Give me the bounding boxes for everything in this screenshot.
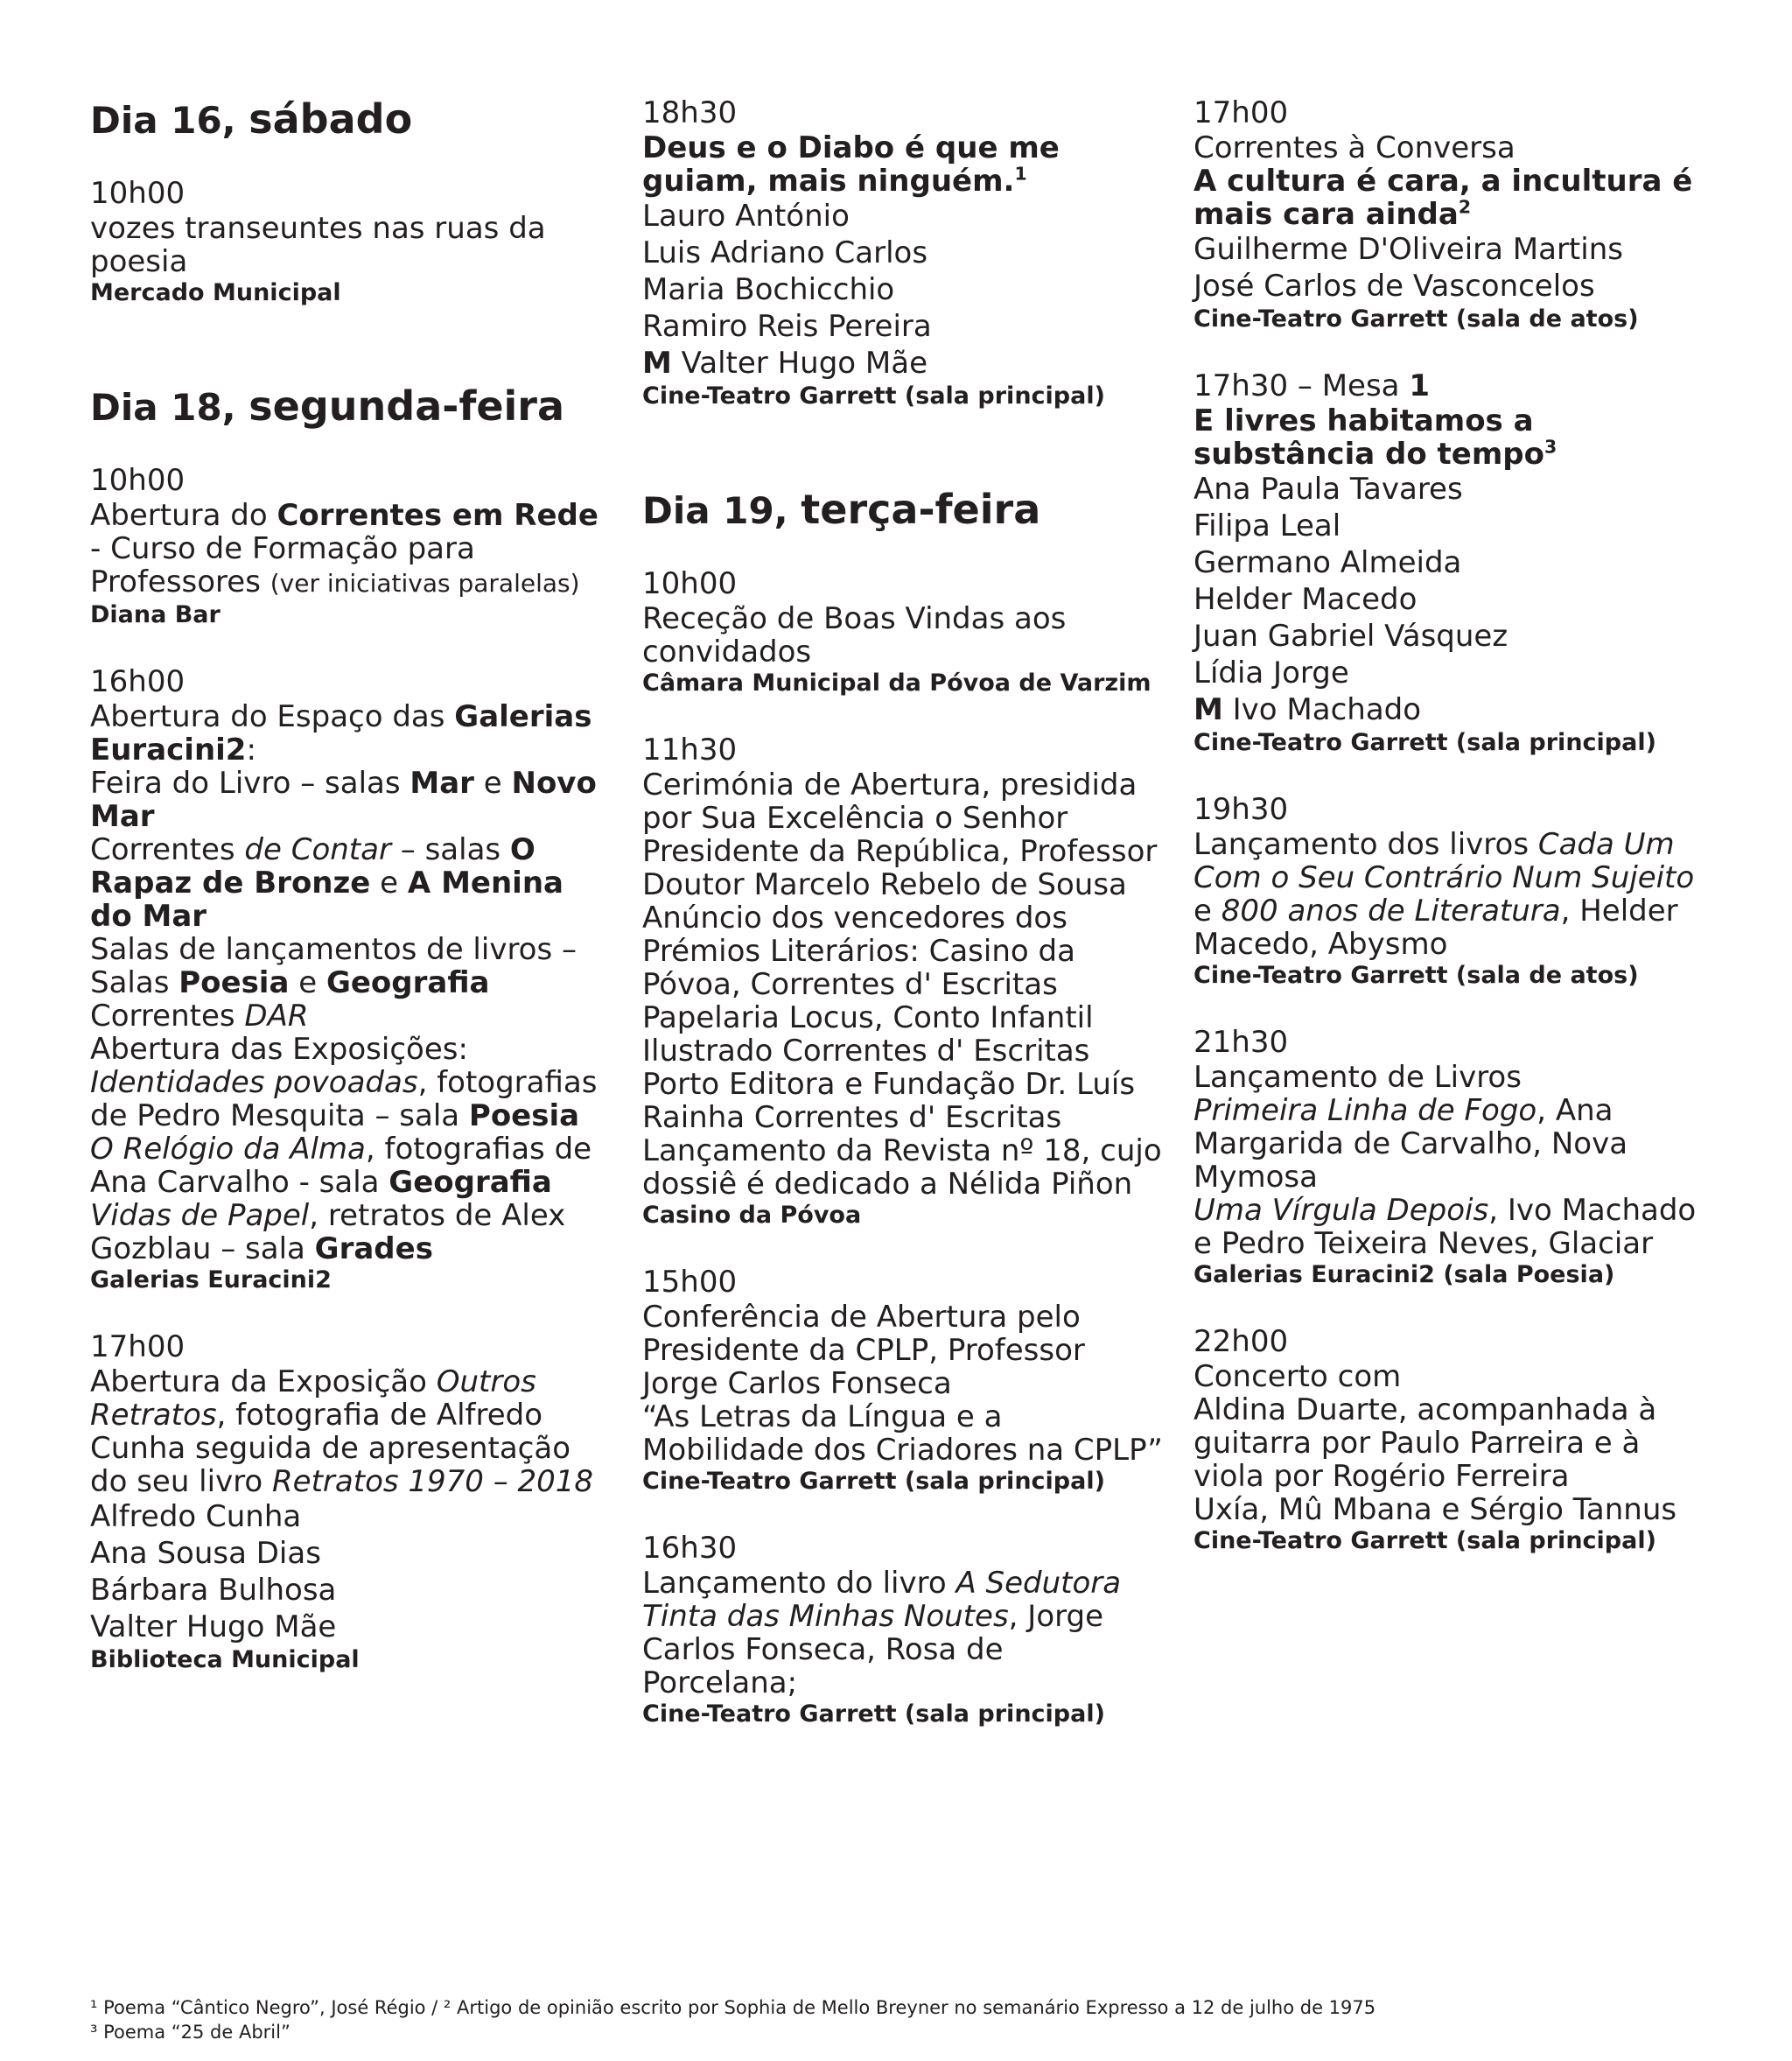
event-description	[642, 901, 1167, 1134]
event-time-text: 22h00	[1194, 1324, 1289, 1359]
text: Abertura da Exposição	[90, 1364, 437, 1399]
text: Receção de Boas Vindas aos convidados	[642, 601, 1067, 669]
event-venue: Cine-Teatro Garrett (sala principal)	[642, 1468, 1105, 1495]
italic-title: DAR	[244, 999, 309, 1034]
text: Cerimónia de Abertura, presidida por Sua Excelência o Senhor Presidente da República, Professor Doutor Marcelo Rebelo de Sousa	[642, 768, 1158, 902]
event-venue: Cine-Teatro Garrett (sala principal)	[642, 382, 1105, 410]
event-time	[1194, 1024, 1718, 1061]
bold-text: Poesia	[468, 1098, 580, 1133]
event-description	[90, 1199, 615, 1265]
participant-name: Ana Sousa Dias	[90, 1536, 321, 1571]
day-heading	[642, 485, 1167, 536]
text: Correntes	[90, 999, 245, 1034]
participant-name: Lauro António	[642, 199, 850, 234]
text: Salas de lançamentos de livros – Salas	[90, 932, 578, 1000]
event-venue: Câmara Municipal da Póvoa de Varzim	[642, 669, 1152, 697]
event-venue: Cine-Teatro Garrett (sala principal)	[1194, 1527, 1656, 1554]
text: , Ivo Machado e Pedro Teixeira Neves, Glaciar	[1194, 1193, 1697, 1261]
text: Correntes à Conversa	[1194, 130, 1516, 165]
italic-title: A Sedutora Tinta das Minhas Noutes	[642, 1566, 1122, 1634]
event-time	[90, 175, 615, 212]
bold-text: Galerias Euracini2	[90, 699, 592, 768]
event-block	[90, 663, 615, 1295]
italic-title: O Relógio da Alma	[90, 1132, 366, 1167]
bold-text: Geografia	[326, 965, 490, 1000]
text: Lançamento dos livros	[1194, 827, 1538, 862]
text: vozes transeuntes nas ruas da poesia	[90, 211, 546, 279]
event-venue: Cine-Teatro Garrett (sala de atos)	[1194, 305, 1639, 333]
day-number: Dia 16,	[90, 99, 236, 142]
text: e	[370, 866, 408, 901]
event-description	[90, 1365, 615, 1498]
event-venue: Diana Bar	[90, 601, 220, 628]
event-block	[642, 95, 1167, 411]
participant-name: Helder Macedo	[1194, 582, 1418, 617]
footnote-ref: 2	[1458, 196, 1472, 218]
event-block	[1194, 95, 1718, 334]
event-block	[642, 1264, 1167, 1497]
text: “As Letras da Língua e a Mobilidade dos Criadores na CPLP”	[642, 1399, 1163, 1468]
day-number: Dia 19,	[642, 489, 788, 532]
event-description	[642, 1134, 1167, 1201]
event-time	[90, 1328, 615, 1365]
text: Concerto com	[1194, 1359, 1402, 1394]
program-column-2	[642, 95, 1167, 1763]
event-block	[1194, 791, 1718, 991]
text: Abertura do Espaço das	[90, 699, 455, 734]
event-description	[90, 999, 615, 1033]
text: e	[1194, 894, 1222, 929]
event-block	[90, 175, 615, 308]
event-description	[1194, 1360, 1718, 1393]
italic-title: Outros Retratos	[90, 1364, 536, 1433]
event-block	[642, 565, 1167, 698]
event-description	[1194, 1493, 1718, 1526]
event-time-text: 15h00	[642, 1265, 738, 1300]
event-time-text: 19h30	[1194, 792, 1289, 827]
day-name: sábado	[248, 95, 413, 143]
event-time-text: 16h30	[642, 1531, 738, 1566]
event-description	[642, 768, 1167, 901]
bold-text: A cultura é cara, a incultura é mais cara ainda	[1194, 164, 1693, 232]
text: Lançamento da Revista nº 18, cujo dossiê é dedicado a Nélida Piñon	[642, 1133, 1162, 1202]
event-description	[1194, 828, 1718, 961]
moderator	[1194, 691, 1718, 728]
bold-text: Poesia	[178, 965, 290, 1000]
session-title	[1194, 165, 1718, 231]
text: Anúncio dos vencedores dos Prémios Literários: Casino da Póvoa, Correntes d' Escritas Papelaria Locus, Conto Infantil Ilustrado Correntes d' Escritas Porto Editora e Fundação Dr. Luís Rainha Correntes d' Escritas	[642, 901, 1136, 1135]
text: Conferência de Abertura pelo Presidente da CPLP, Professor Jorge Carlos Fonseca	[642, 1300, 1085, 1401]
day-spacer	[642, 445, 1167, 485]
text: Lançamento do livro	[642, 1566, 956, 1601]
event-time-text: 10h00	[642, 566, 738, 601]
event-description	[1194, 1393, 1718, 1493]
event-time-text: 17h00	[1194, 95, 1289, 130]
event-description	[90, 212, 615, 278]
program-column-3	[1194, 95, 1718, 1589]
event-venue: Galerias Euracini2 (sala Poesia)	[1194, 1261, 1615, 1288]
text: Feira do Livro – salas	[90, 766, 410, 801]
text: Correntes	[90, 832, 245, 867]
text: , fotografia de Alfredo Cunha seguida de apresentação do seu livro	[90, 1398, 571, 1499]
italic-title: Uma Vírgula Depois	[1194, 1193, 1489, 1228]
day-name: terça-feira	[801, 486, 1041, 533]
footnote-line: ¹ Poema “Cântico Negro”, José Régio / ² Artigo de opinião escrito por Sophia de Mello Breyner no semanário Expresso a 12 de julho de 1975	[90, 1997, 1376, 2018]
bold-text: E livres habitamos a substância do tempo	[1194, 403, 1544, 472]
italic-title: Vidas de Papel	[90, 1198, 310, 1233]
text: – salas	[390, 832, 510, 867]
event-time	[642, 1264, 1167, 1300]
event-description	[90, 499, 615, 600]
participant-name: Maria Bochicchio	[642, 272, 895, 307]
participant-name: Luis Adriano Carlos	[642, 235, 928, 270]
text: e	[289, 965, 326, 1000]
day-heading	[90, 95, 615, 145]
event-time-text: 18h30	[642, 95, 738, 130]
bold-text: Deus e o Diabo é que me guiam, mais ninguém.	[642, 130, 1060, 199]
italic-title: Retratos 1970 – 2018	[272, 1464, 594, 1499]
event-time	[1194, 1323, 1718, 1360]
text: , fotografias de Ana Carvalho - sala	[90, 1132, 592, 1200]
participant-name: Ramiro Reis Pereira	[642, 309, 932, 344]
event-block	[642, 1530, 1167, 1729]
text: e	[473, 766, 512, 801]
text: :	[246, 733, 256, 768]
event-description	[1194, 1061, 1718, 1094]
participant-name: Valter Hugo Mãe	[90, 1609, 337, 1644]
italic-title: Primeira Linha de Fogo	[1194, 1093, 1537, 1128]
participant-name: Lídia Jorge	[1194, 655, 1349, 691]
event-description	[1194, 1194, 1718, 1260]
bold-text: Correntes em Rede	[276, 498, 598, 533]
event-description	[642, 1567, 1167, 1700]
event-description	[90, 1132, 615, 1199]
event-time	[90, 663, 615, 700]
bold-text: Novo Mar	[90, 766, 597, 834]
bold-text: Mar	[410, 766, 474, 801]
participant-name: José Carlos de Vasconcelos	[1194, 269, 1595, 304]
moderator	[642, 345, 1167, 382]
event-block	[90, 462, 615, 630]
footnote-line: ³ Poema “25 de Abril”	[90, 2022, 290, 2043]
text: Abertura das Exposições:	[90, 1032, 468, 1067]
event-description	[90, 833, 615, 933]
participant-name: Filipa Leal	[1194, 508, 1341, 543]
moderator-name: Valter Hugo Mãe	[681, 346, 928, 381]
event-description	[1194, 1094, 1718, 1194]
event-block	[90, 1328, 615, 1675]
event-time	[642, 732, 1167, 768]
event-time	[1194, 95, 1718, 131]
event-block	[1194, 368, 1718, 758]
bold-text: O Rapaz de Bronze	[90, 832, 536, 901]
footnote-ref: 3	[1544, 436, 1558, 458]
event-time-text: 10h00	[90, 176, 186, 211]
footnotes	[90, 1995, 1376, 2044]
text: , Helder Macedo, Abysmo	[1194, 894, 1678, 962]
day-spacer	[90, 341, 615, 382]
event-time	[642, 95, 1167, 131]
event-venue: Cine-Teatro Garrett (sala principal)	[1194, 729, 1656, 756]
participant-name: Bárbara Bulhosa	[90, 1573, 337, 1608]
event-block	[642, 732, 1167, 1230]
moderator-mark: M	[1194, 692, 1223, 727]
event-description	[90, 767, 615, 833]
event-venue: Cine-Teatro Garrett (sala de atos)	[1194, 962, 1639, 989]
text: , retratos de Alex Gozblau – sala	[90, 1198, 566, 1266]
bold-text: A Menina do Mar	[90, 866, 564, 934]
day-heading	[90, 382, 615, 432]
session-title	[642, 131, 1167, 198]
day-name: segunda-feira	[248, 382, 565, 430]
participant-name: Alfredo Cunha	[90, 1499, 302, 1534]
italic-title: 800 anos de Literatura	[1221, 894, 1561, 929]
event-time	[642, 565, 1167, 602]
event-venue: Mercado Municipal	[90, 279, 341, 306]
event-block	[1194, 1323, 1718, 1556]
text: , Jorge Carlos Fonseca, Rosa de Porcelana;	[642, 1599, 1103, 1700]
text: - Curso de Formação para Professores	[90, 531, 475, 599]
event-description	[90, 700, 615, 767]
event-description	[90, 933, 615, 999]
bold-text: Grades	[314, 1231, 433, 1266]
event-time-text: 16h00	[90, 664, 186, 699]
event-venue: Biblioteca Municipal	[90, 1646, 360, 1673]
event-time	[642, 1530, 1167, 1567]
table-number: 1	[1409, 368, 1430, 403]
day-number: Dia 18,	[90, 386, 236, 429]
event-venue: Cine-Teatro Garrett (sala principal)	[642, 1700, 1105, 1728]
text: Lançamento de Livros	[1194, 1060, 1522, 1095]
participant-name: Ana Paula Tavares	[1194, 472, 1463, 507]
event-description	[90, 1033, 615, 1066]
moderator-name: Ivo Machado	[1232, 692, 1422, 727]
italic-title: de Contar	[244, 832, 391, 867]
event-time	[90, 462, 615, 499]
program-column-1	[90, 95, 615, 1708]
event-description	[642, 1400, 1167, 1467]
event-block	[1194, 1024, 1718, 1290]
event-time	[1194, 791, 1718, 828]
bold-text: Geografia	[388, 1165, 552, 1200]
text: Uxía, Mû Mbana e Sérgio Tannus	[1194, 1492, 1677, 1527]
text: , Ana Margarida de Carvalho, Nova Mymosa	[1194, 1093, 1628, 1195]
participant-name: Juan Gabriel Vásquez	[1194, 619, 1508, 654]
note-text: (ver iniciativas paralelas)	[270, 569, 580, 598]
text: , fotografias de Pedro Mesquita – sala	[90, 1065, 598, 1133]
event-time-text: 10h00	[90, 463, 186, 498]
event-description	[1194, 131, 1718, 165]
participant-name: Guilherme D'Oliveira Martins	[1194, 232, 1623, 267]
participant-name: Germano Almeida	[1194, 545, 1462, 580]
event-venue: Galerias Euracini2	[90, 1266, 332, 1293]
event-time-text: 11h30	[642, 733, 738, 768]
event-venue: Casino da Póvoa	[642, 1202, 862, 1229]
event-time	[1194, 368, 1718, 404]
moderator-mark: M	[642, 346, 672, 381]
event-description	[642, 602, 1167, 669]
event-time-text: 17h30 – Mesa	[1194, 368, 1410, 403]
event-time-text: 21h30	[1194, 1025, 1289, 1060]
session-title	[1194, 404, 1718, 471]
italic-title: Identidades povoadas	[90, 1065, 418, 1100]
event-time-text: 17h00	[90, 1329, 186, 1364]
event-description	[90, 1066, 615, 1132]
event-description	[642, 1300, 1167, 1400]
text: Aldina Duarte, acompanhada à guitarra por Paulo Parreira e à viola por Rogério Ferreira	[1194, 1392, 1657, 1494]
italic-title: Cada Um Com o Seu Contrário Num Sujeito	[1194, 827, 1695, 895]
text: Abertura do	[90, 498, 277, 533]
footnote-ref: 1	[1014, 163, 1027, 185]
